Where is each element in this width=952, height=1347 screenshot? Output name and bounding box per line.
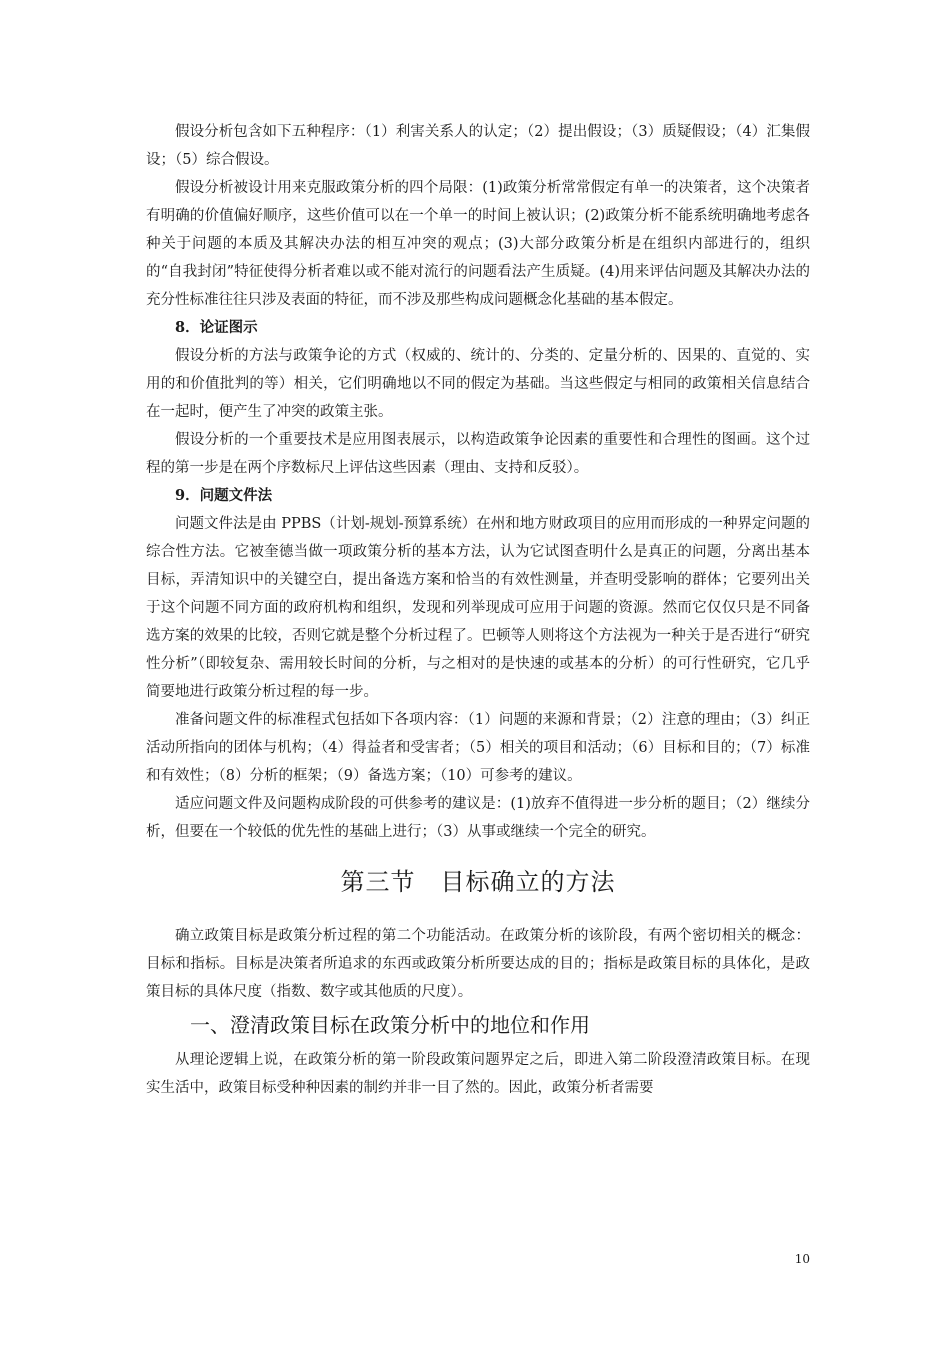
paragraph-argument-graphics: 假设分析的一个重要技术是应用图表展示，以构造政策争论因素的重要性和合理性的图画。这个过程的第一步是在两个序数标尺上评估这些因素（理由、支持和反驳）。 bbox=[146, 432, 810, 476]
paragraph-issue-paper-recommendations: 适应问题文件及问题构成阶段的可供参考的建议是：(1)放弃不值得进一步分析的题目；（2）继续分析，但要在一个较低的优先性的基础上进行；（3）从事或继续一个完全的研究。 bbox=[146, 796, 810, 840]
sub-section-title: 一、澄清政策目标在政策分析中的地位和作用 bbox=[190, 1013, 590, 1037]
paragraph-assumption-limits: 假设分析被设计用来克服政策分析的四个局限：(1)政策分析常常假定有单一的决策者，这个决策者有明确的价值偏好顺序，这些价值可以在一个单一的时间上被认识；(2)政策分析不能系统明确地考虑各种关于问题的本质及其解决办法的相互冲突的观点；(3)大部分政策分析是在组织内部进行的，组织的“自我封闭”特征使得分析者难以或不能对流行的问题看法产生质疑。(4)用来评估问题及其解决办法的充分性标准往往只涉及表面的特征，而不涉及那些构成问题概念化基础的基本假定。 bbox=[146, 180, 810, 308]
heading-issue-paper: 9．问题文件法 bbox=[175, 487, 273, 504]
paragraph-argument-modes: 假设分析的方法与政策争论的方式（权威的、统计的、分类的、定量分析的、因果的、直觉的、实用的和价值批判的等）相关，它们明确地以不同的假定为基础。当这些假定与相同的政策相关信息结合在一起时，便产生了冲突的政策主张。 bbox=[146, 348, 810, 420]
paragraph-issue-paper-method: 问题文件法是由 PPBS（计划-规划-预算系统）在州和地方财政项目的应用而形成的一种界定问题的综合性方法。它被奎德当做一项政策分析的基本方法，认为它试图查明什么是真正的问题，分离出基本目标，弄清知识中的关键空白，提出备选方案和恰当的有效性测量，并查明受影响的群体；它要列出关于这个问题不同方面的政府机构和组织，发现和列举现成可应用于问题的资源。然而它仅仅只是不同备选方案的效果的比较，否则它就是整个分析过程了。巴顿等人则将这个方法视为一种关于是否进行“研究性分析”（即较复杂、需用较长时间的分析，与之相对的是快速的或基本的分析）的可行性研究，它几乎简要地进行政策分析过程的每一步。 bbox=[146, 516, 810, 700]
paragraph-issue-paper-format: 准备问题文件的标准程式包括如下各项内容：（1）问题的来源和背景；（2）注意的理由；（3）纠正活动所指向的团体与机构；（4）得益者和受害者；（5）相关的项目和活动；（6）目标和目的；（7）标准和有效性；（8）分析的框架；（9）备选方案；（10）可参考的建议。 bbox=[146, 712, 810, 784]
page-content bbox=[146, 118, 810, 1102]
paragraph-clarify-goals: 从理论逻辑上说，在政策分析的第一阶段政策问题界定之后，即进入第二阶段澄清政策目标。在现实生活中，政策目标受种种因素的制约并非一目了然的。因此，政策分析者需要 bbox=[146, 1052, 810, 1096]
paragraph-goal-setting: 确立政策目标是政策分析过程的第二个功能活动。在政策分析的该阶段，有两个密切相关的概念：目标和指标。目标是决策者所追求的东西或政策分析所要达成的目的；指标是政策目标的具体化，是政策目标的具体尺度（指数、数字或其他质的尺度）。 bbox=[146, 928, 810, 1000]
section-title: 第三节 目标确立的方法 bbox=[340, 868, 616, 896]
paragraph-assumption-procedures: 假设分析包含如下五种程序：（1）利害关系人的认定；（2）提出假设；（3）质疑假设；（4）汇集假设；（5）综合假设。 bbox=[146, 124, 810, 168]
heading-argument-mapping: 8．论证图示 bbox=[175, 319, 258, 336]
page-number: 10 bbox=[794, 1252, 810, 1266]
